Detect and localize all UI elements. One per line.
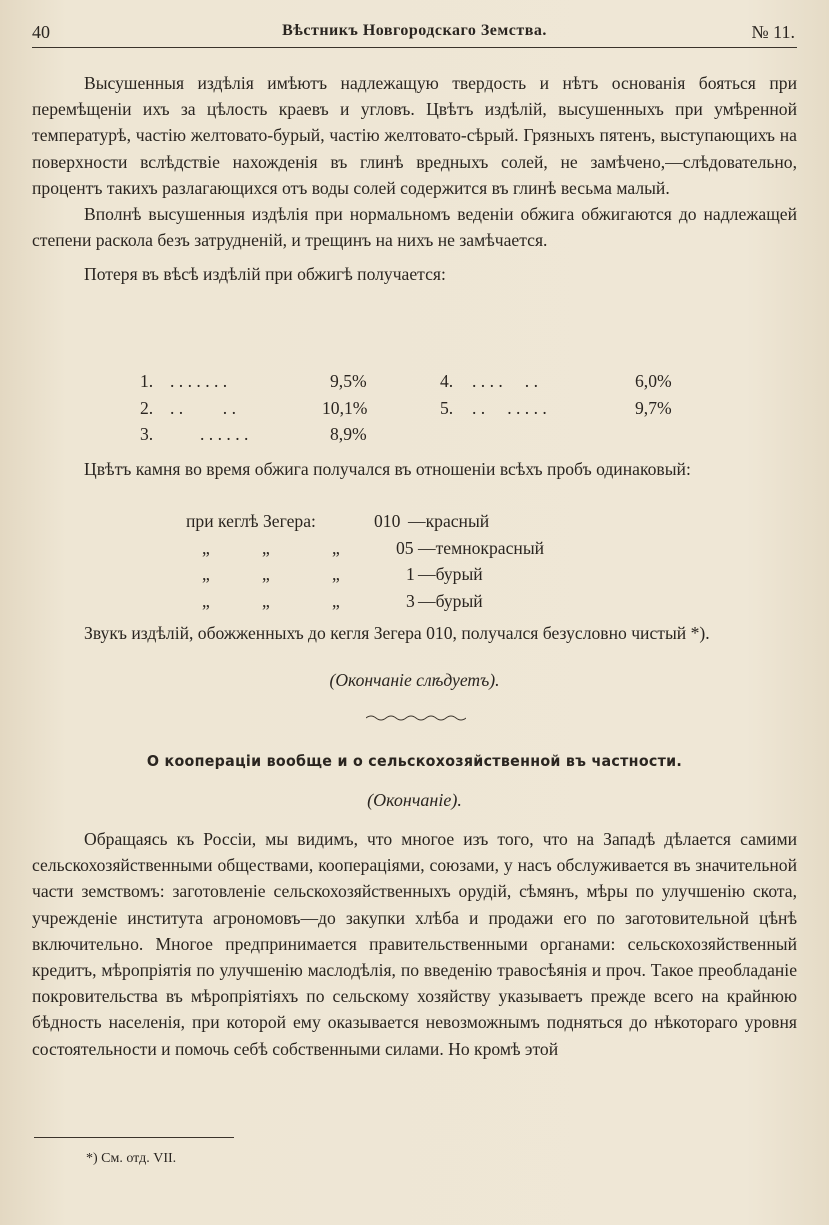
header-rule [32, 47, 797, 48]
body-text-color [32, 456, 797, 482]
paragraph-drying: Высушенныя издѣлія имѣютъ надлежащую твердость и нѣтъ основанія бояться при перемѣщеніи ихъ за цѣлость краевъ и угловъ. Цвѣтъ издѣлій, высушенныхъ при умѣренной температурѣ, частію желтовато-бурый, частію желтовато-сѣрый. Грязныхъ пятенъ, выступающихъ на поверхности вслѣдствіе нахожденія въ глинѣ вредныхъ солей, не замѣчено,—слѣдовательно, процентъ такихъ разлагающихся отъ воды солей содержится въ глинѣ весьма малый. [32, 73, 797, 198]
paragraph-weight-loss: Потеря въ вѣсѣ издѣлій при обжигѣ получается: [84, 264, 446, 285]
list-item: 3. . . . . . . 8,9% [140, 424, 367, 444]
list-item: „ „ „ 3 —бурый [202, 590, 483, 611]
list-item: 2. . . . . 10,1% 5. . . . . . . . 9,7% [140, 397, 672, 418]
paragraph-cooperation: Обращаясь къ Россіи, мы видимъ, что многое изъ того, что на Западѣ дѣлается самими сельскохозяйственными обществами, коопераціями, союзами, у насъ обслуживается въ значительной части земствомъ: заготовленіе сельскохозяйственныхъ орудій, сѣмянъ, мѣры по улучшенію скота, учрежденіе института агрономовъ—до закупки хлѣба и продажи его по заготовительной цѣнѣ включительно. Многое предпринимается правительственными органами: сельскохозяйственный кредитъ, мѣропріятія по улучшенію маслодѣлія, по введенію травосѣянія и проч. Такое преобладаніе покровительства въ мѣропріятіяхъ по сельскому хозяйству указываетъ прежде всего на крайнюю бѣдность населенія, при которой ему оказывается невозможнымъ подняться до нѣкотораго уровня состоятельности и помочь себѣ собственными силами. Но кромѣ этой [32, 829, 797, 1059]
list-item: 1. . . . . . . . 9,5% 4. . . . . . . 6,0% [140, 371, 672, 391]
weight-loss-list [140, 368, 700, 448]
body-text-bottom [32, 826, 797, 1062]
list-item: „ „ „ 05 —темнокрасный [202, 537, 545, 558]
paragraph-firing: Вполнѣ высушенныя издѣлія при нормальномъ веденіи обжига обжигаются до надлежащей степени раскола безъ затрудненій, и трещинъ на нихъ не замѣчается. [32, 204, 797, 251]
page-number: 40 [32, 22, 50, 42]
issue-number: № 11. [751, 22, 795, 42]
list-item: „ „ „ 1 —бурый [202, 564, 483, 584]
journal-title: Вѣстникъ Новгородскаго Земства. [282, 22, 547, 39]
seger-cone-list [186, 508, 606, 614]
list-item: при кеглѣ Зегера: 010 —красный [186, 511, 490, 531]
page-header [32, 20, 797, 50]
section-title: О коопераціи вообще и о сельскохозяйственной въ частности. [146, 752, 683, 770]
body-text-sound [32, 620, 797, 646]
to-be-continued: (Окончаніе слѣдуетъ). [329, 670, 500, 690]
paragraph-color: Цвѣтъ камня во время обжига получался въ отношеніи всѣхъ пробъ одинаковый: [84, 459, 691, 479]
body-text-top [32, 70, 797, 288]
paragraph-sound: Звукъ издѣлій, обожженныхъ до кегля Зегера 010, получался безусловно чистый *). [84, 623, 710, 643]
wavy-separator [366, 712, 466, 724]
section-subtitle: (Окончаніе). [367, 790, 462, 810]
footnote: *) См. отд. VII. [86, 1151, 177, 1166]
footnote-rule [34, 1137, 234, 1138]
